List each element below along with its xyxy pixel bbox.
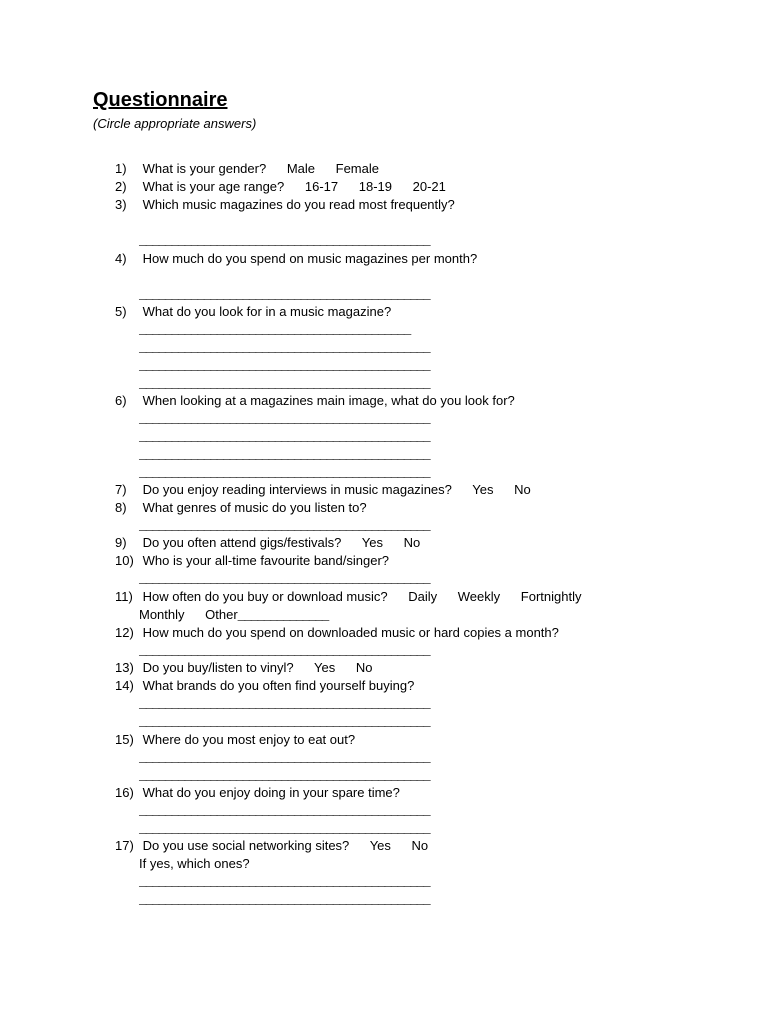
option-other[interactable]: Other: [205, 607, 238, 622]
question-text: How much do you spend on downloaded music or hard copies a month?: [142, 625, 559, 640]
question-text: Do you enjoy reading interviews in music magazines?: [142, 482, 452, 497]
question-7: [115, 481, 531, 499]
answer-line[interactable]: _____________________________________________: [139, 750, 430, 765]
option-no[interactable]: No: [355, 660, 373, 675]
option-weekly[interactable]: Weekly: [457, 589, 501, 604]
option-fortnightly[interactable]: Fortnightly: [520, 589, 582, 604]
question-11-continued: [139, 606, 328, 624]
option-yes[interactable]: Yes: [369, 838, 391, 853]
answer-line[interactable]: _____________________________________________: [139, 376, 430, 391]
question-number: 4): [115, 251, 127, 266]
question-13: [115, 659, 373, 677]
question-number: 15): [115, 732, 134, 747]
question-text: What is your age range?: [142, 179, 285, 194]
answer-line[interactable]: _____________________________________________: [139, 518, 430, 533]
answer-line[interactable]: _____________________________________________: [139, 714, 430, 729]
question-number: 14): [115, 678, 134, 693]
question-number: 11): [115, 589, 133, 604]
option-monthly[interactable]: Monthly: [139, 607, 185, 622]
page-title: Questionnaire: [93, 89, 228, 111]
question-text: Do you use social networking sites?: [142, 838, 350, 853]
question-1: [115, 160, 379, 178]
question-15: [115, 731, 355, 749]
question-text: Which music magazines do you read most frequently?: [142, 197, 455, 212]
question-text: Do you buy/listen to vinyl?: [142, 660, 294, 675]
option-16-17[interactable]: 16-17: [304, 179, 339, 194]
answer-line[interactable]: _____________________________________________: [139, 411, 430, 426]
question-text: How often do you buy or download music?: [142, 589, 388, 604]
option-18-19[interactable]: 18-19: [358, 179, 393, 194]
question-number: 10): [115, 553, 134, 568]
question-5: [115, 303, 391, 321]
question-text: Where do you most enjoy to eat out?: [142, 732, 356, 747]
answer-line[interactable]: _____________________________________________: [139, 768, 430, 783]
question-17: [115, 837, 428, 855]
option-yes[interactable]: Yes: [472, 482, 494, 497]
question-8: [115, 499, 367, 517]
question-4: [115, 250, 477, 268]
answer-line[interactable]: _____________________________________________: [139, 465, 430, 480]
question-number: 9): [115, 535, 127, 550]
question-text: What brands do you often find yourself buying?: [142, 678, 415, 693]
answer-line[interactable]: _____________________________________________: [139, 358, 430, 373]
question-11: [115, 588, 581, 606]
answer-line[interactable]: _____________________________________________: [139, 643, 430, 658]
question-number: 16): [115, 785, 134, 800]
answer-line[interactable]: _____________________________________________: [139, 803, 430, 818]
question-number: 1): [115, 161, 127, 176]
answer-line[interactable]: _____________________________________________: [139, 447, 430, 462]
other-blank[interactable]: ______________: [237, 608, 328, 623]
answer-line[interactable]: _____________________________________________: [139, 696, 430, 711]
answer-line[interactable]: _____________________________________________: [139, 287, 430, 302]
question-text: What do you look for in a music magazine?: [142, 304, 392, 319]
question-number: 2): [115, 179, 127, 194]
question-text: How much do you spend on music magazines per month?: [142, 251, 478, 266]
option-yes[interactable]: Yes: [361, 535, 383, 550]
option-daily[interactable]: Daily: [408, 589, 438, 604]
answer-line[interactable]: __________________________________________: [139, 322, 410, 337]
question-text: What do you enjoy doing in your spare time?: [142, 785, 400, 800]
answer-line[interactable]: _____________________________________________: [139, 821, 430, 836]
question-12: [115, 624, 559, 642]
question-number: 3): [115, 197, 127, 212]
question-number: 6): [115, 393, 127, 408]
answer-line[interactable]: _____________________________________________: [139, 571, 430, 586]
question-number: 12): [115, 625, 134, 640]
question-number: 17): [115, 838, 134, 853]
question-text: When looking at a magazines main image, what do you look for?: [142, 393, 515, 408]
question-3: [115, 196, 455, 214]
option-20-21[interactable]: 20-21: [412, 179, 446, 194]
option-yes[interactable]: Yes: [314, 660, 336, 675]
page-subtitle: (Circle appropriate answers): [93, 116, 257, 131]
answer-line[interactable]: _____________________________________________: [139, 892, 430, 907]
question-10: [115, 552, 389, 570]
question-number: 7): [115, 482, 127, 497]
answer-line[interactable]: _____________________________________________: [139, 340, 430, 355]
question-text: Who is your all-time favourite band/singer?: [142, 553, 390, 568]
question-16: [115, 784, 400, 802]
question-9: [115, 534, 420, 552]
question-text: What genres of music do you listen to?: [142, 500, 367, 515]
question-number: 8): [115, 500, 127, 515]
question-text: What is your gender?: [142, 161, 267, 176]
option-male[interactable]: Male: [286, 161, 316, 176]
question-text: Do you often attend gigs/festivals?: [142, 535, 342, 550]
option-female[interactable]: Female: [335, 161, 379, 176]
question-6: [115, 392, 515, 410]
question-2: [115, 178, 446, 196]
question-number: 13): [115, 660, 134, 675]
question-number: 5): [115, 304, 127, 319]
question-14: [115, 677, 414, 695]
answer-line[interactable]: _____________________________________________: [139, 429, 430, 444]
answer-line[interactable]: _____________________________________________: [139, 233, 430, 248]
answer-line[interactable]: _____________________________________________: [139, 874, 430, 889]
option-no[interactable]: No: [514, 482, 531, 497]
question-17-followup: If yes, which ones?: [139, 856, 250, 871]
option-no[interactable]: No: [403, 535, 421, 550]
option-no[interactable]: No: [411, 838, 429, 853]
